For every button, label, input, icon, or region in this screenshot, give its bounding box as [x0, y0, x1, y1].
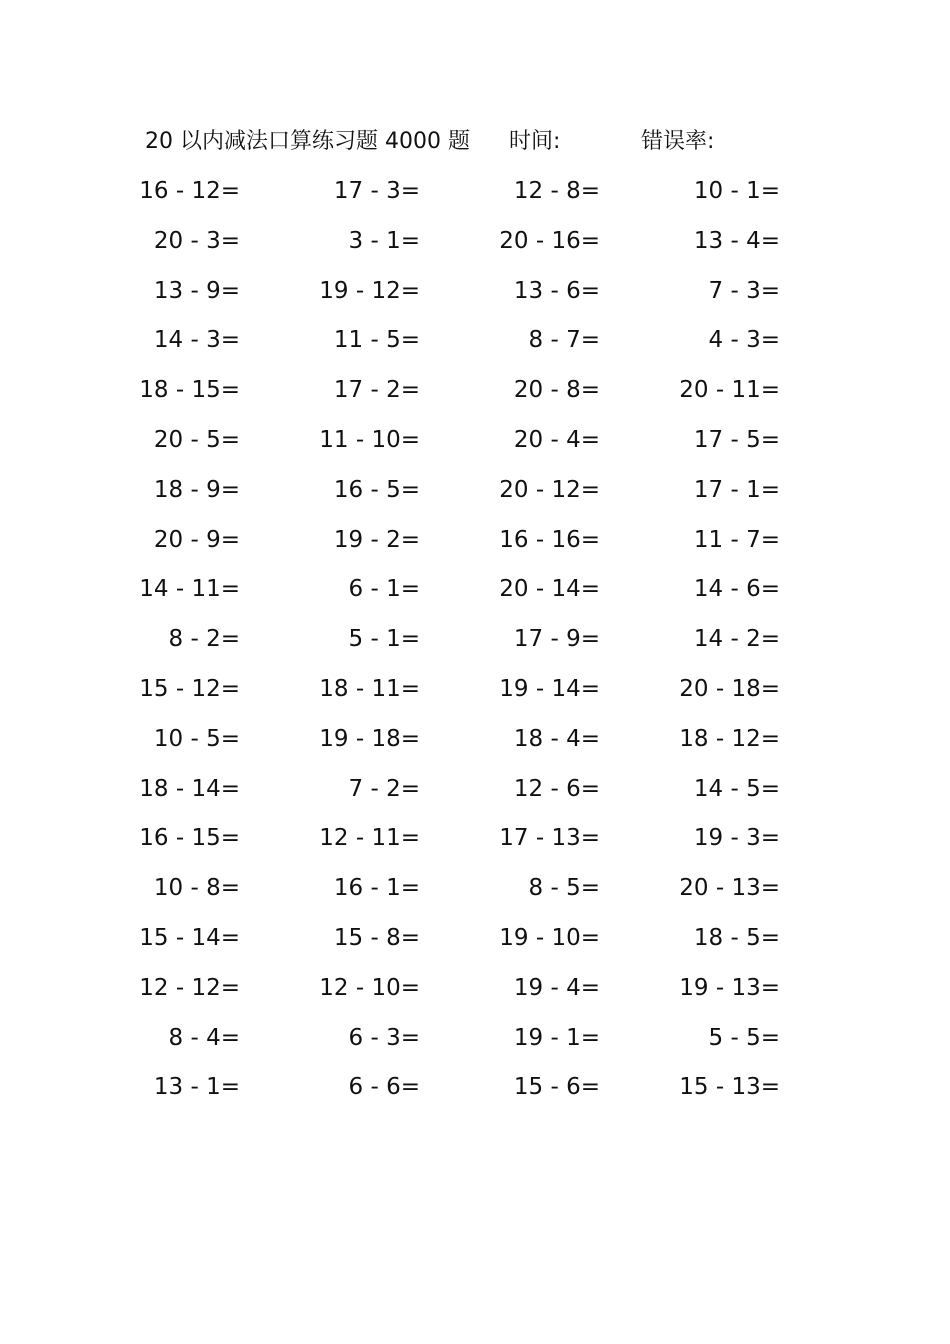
problem-item: 10 - 5= [153, 726, 240, 752]
problem-item: 19 - 12= [319, 278, 420, 304]
problem-item: 18 - 15= [139, 377, 240, 403]
problem-item: 20 - 3= [153, 228, 240, 254]
problem-item: 13 - 1= [153, 1074, 240, 1100]
problem-item: 14 - 6= [693, 576, 780, 602]
problem-item: 20 - 18= [679, 676, 780, 702]
problem-item: 19 - 1= [513, 1025, 600, 1051]
problem-item: 4 - 3= [708, 327, 780, 353]
problem-item: 19 - 4= [513, 975, 600, 1001]
error-rate-label: 错误率: [641, 129, 715, 154]
problem-item: 20 - 12= [499, 477, 600, 503]
problem-item: 15 - 8= [333, 925, 420, 951]
problem-item: 10 - 1= [693, 178, 780, 204]
problem-item: 6 - 1= [348, 576, 420, 602]
problem-item: 15 - 14= [139, 925, 240, 951]
problem-item: 15 - 6= [513, 1074, 600, 1100]
problem-item: 19 - 10= [499, 925, 600, 951]
problem-item: 19 - 13= [679, 975, 780, 1001]
problem-item: 18 - 9= [153, 477, 240, 503]
problem-item: 13 - 6= [513, 278, 600, 304]
problem-item: 18 - 11= [319, 676, 420, 702]
problem-item: 18 - 5= [693, 925, 780, 951]
problem-item: 16 - 12= [139, 178, 240, 204]
problem-item: 14 - 3= [153, 327, 240, 353]
problem-item: 14 - 5= [693, 776, 780, 802]
problem-item: 10 - 8= [153, 875, 240, 901]
problem-item: 20 - 16= [499, 228, 600, 254]
problem-item: 8 - 5= [528, 875, 600, 901]
problem-item: 16 - 5= [333, 477, 420, 503]
problem-item: 14 - 2= [693, 626, 780, 652]
problem-item: 12 - 12= [139, 975, 240, 1001]
problem-item: 20 - 5= [153, 427, 240, 453]
problem-item: 12 - 10= [319, 975, 420, 1001]
problem-item: 18 - 14= [139, 776, 240, 802]
problem-item: 8 - 4= [168, 1025, 240, 1051]
problem-item: 8 - 2= [168, 626, 240, 652]
problem-item: 19 - 3= [693, 825, 780, 851]
problem-item: 6 - 3= [348, 1025, 420, 1051]
problem-item: 15 - 12= [139, 676, 240, 702]
problem-item: 17 - 3= [333, 178, 420, 204]
problem-item: 6 - 6= [348, 1074, 420, 1100]
problem-item: 17 - 2= [333, 377, 420, 403]
problem-item: 12 - 8= [513, 178, 600, 204]
problem-item: 20 - 9= [153, 527, 240, 553]
problem-item: 15 - 13= [679, 1074, 780, 1100]
worksheet-title: 20 以内减法口算练习题 4000 题 [145, 129, 470, 154]
problem-item: 17 - 1= [693, 477, 780, 503]
problem-item: 14 - 11= [139, 576, 240, 602]
problem-item: 19 - 14= [499, 676, 600, 702]
problem-item: 12 - 6= [513, 776, 600, 802]
problem-item: 17 - 5= [693, 427, 780, 453]
problem-item: 18 - 4= [513, 726, 600, 752]
problem-item: 20 - 8= [513, 377, 600, 403]
problem-item: 13 - 9= [153, 278, 240, 304]
problem-item: 20 - 11= [679, 377, 780, 403]
problem-item: 20 - 4= [513, 427, 600, 453]
problem-item: 11 - 5= [333, 327, 420, 353]
problem-item: 13 - 4= [693, 228, 780, 254]
problem-item: 18 - 12= [679, 726, 780, 752]
problem-item: 11 - 7= [693, 527, 780, 553]
problem-item: 7 - 2= [348, 776, 420, 802]
problem-item: 5 - 1= [348, 626, 420, 652]
problem-item: 12 - 11= [319, 825, 420, 851]
problem-item: 7 - 3= [708, 278, 780, 304]
problem-item: 16 - 16= [499, 527, 600, 553]
problem-item: 16 - 15= [139, 825, 240, 851]
problem-item: 17 - 9= [513, 626, 600, 652]
problem-item: 5 - 5= [708, 1025, 780, 1051]
problem-item: 19 - 2= [333, 527, 420, 553]
problem-item: 11 - 10= [319, 427, 420, 453]
problem-item: 19 - 18= [319, 726, 420, 752]
problem-item: 20 - 13= [679, 875, 780, 901]
time-label: 时间: [509, 129, 561, 154]
problem-item: 16 - 1= [333, 875, 420, 901]
problem-item: 20 - 14= [499, 576, 600, 602]
problem-item: 17 - 13= [499, 825, 600, 851]
problem-item: 3 - 1= [348, 228, 420, 254]
problem-item: 8 - 7= [528, 327, 600, 353]
